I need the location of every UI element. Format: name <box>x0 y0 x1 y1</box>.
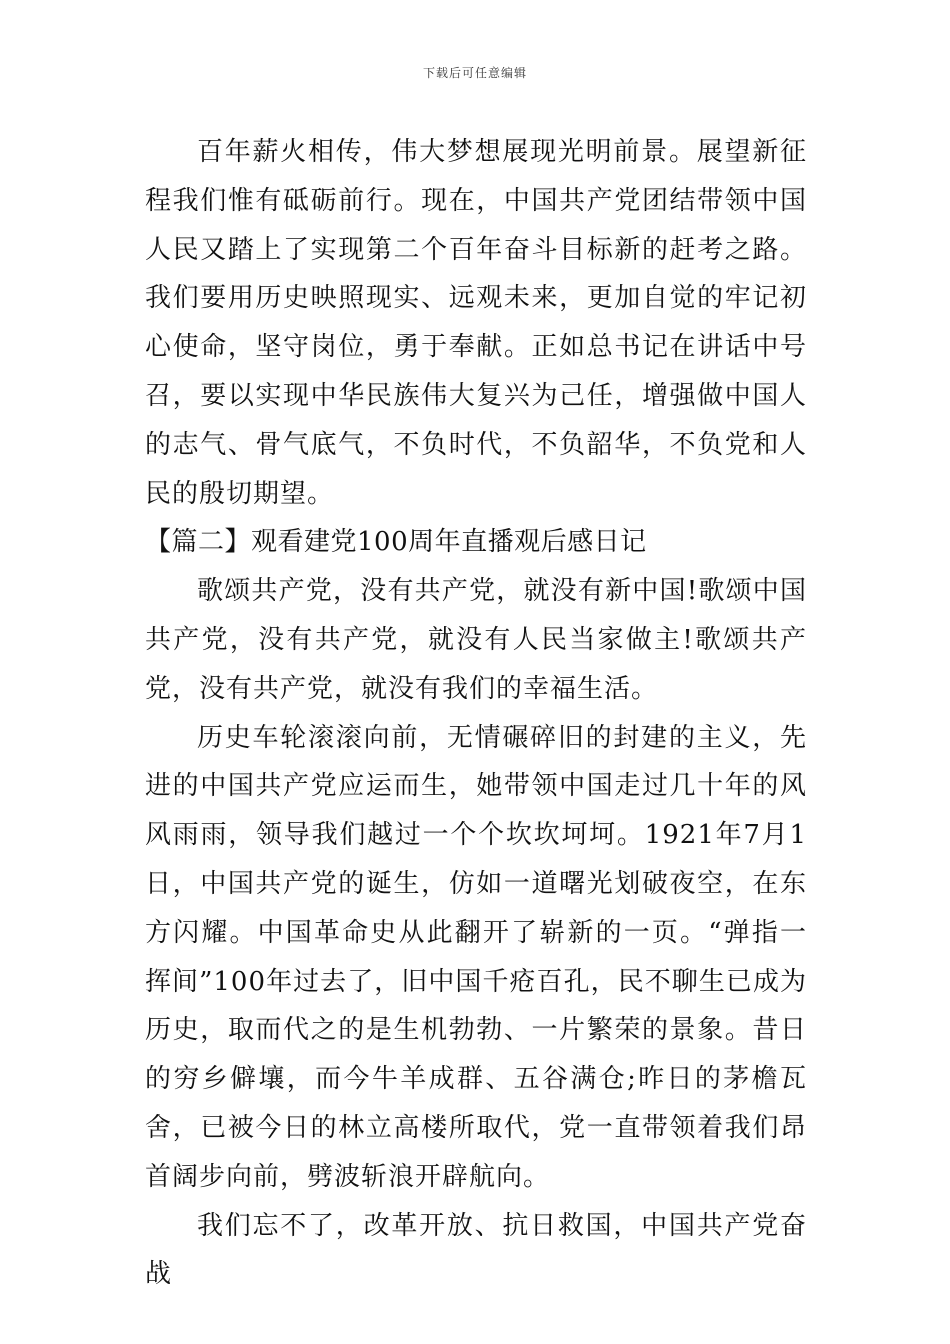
paragraph-history: 历史车轮滚滚向前，无情碾碎旧的封建的主义，先进的中国共产党应运而生，她带领中国走过几十年的风风雨雨，领导我们越过一个个坎坎坷坷。1921年7月1日，中国共产党的诞生，仿如一道曙光划破夜空，在东方闪耀。中国革命史从此翻开了崭新的一页。“弹指一挥间”100年过去了，旧中国千疮百孔，民不聊生已成为历史，取而代之的是生机勃勃、一片繁荣的景象。昔日的穷乡僻壤，而今牛羊成群、五谷满仓;昨日的茅檐瓦舍，已被今日的林立高楼所取代，党一直带领着我们昂首阔步向前，劈波斩浪开辟航向。 <box>145 722 807 1192</box>
section-title: 【篇二】观看建党100周年直播观后感日记 <box>145 527 647 558</box>
paragraph-remember: 我们忘不了，改革开放、抗日救国，中国共产党奋战 <box>145 1210 807 1290</box>
intro-paragraph: 百年薪火相传，伟大梦想展现光明前景。展望新征程我们惟有砥砺前行。现在，中国共产党团结带领中国人民又踏上了实现第二个百年奋斗目标新的赶考之路。我们要用历史映照现实、远观未来，更加自觉的牢记初心使命，坚守岗位，勇于奉献。正如总书记在讲话中号召，要以实现中华民族伟大复兴为己任，增强做中国人的志气、骨气底气，不负时代，不负韶华，不负党和人民的殷切期望。 <box>145 137 807 509</box>
paragraph-praise: 歌颂共产党，没有共产党，就没有新中国!歌颂中国共产党，没有共产党，就没有人民当家做主!歌颂共产党，没有共产党，就没有我们的幸福生活。 <box>145 576 807 704</box>
document-body <box>145 128 807 1299</box>
page-header-note: 下载后可任意编辑 <box>422 66 527 80</box>
